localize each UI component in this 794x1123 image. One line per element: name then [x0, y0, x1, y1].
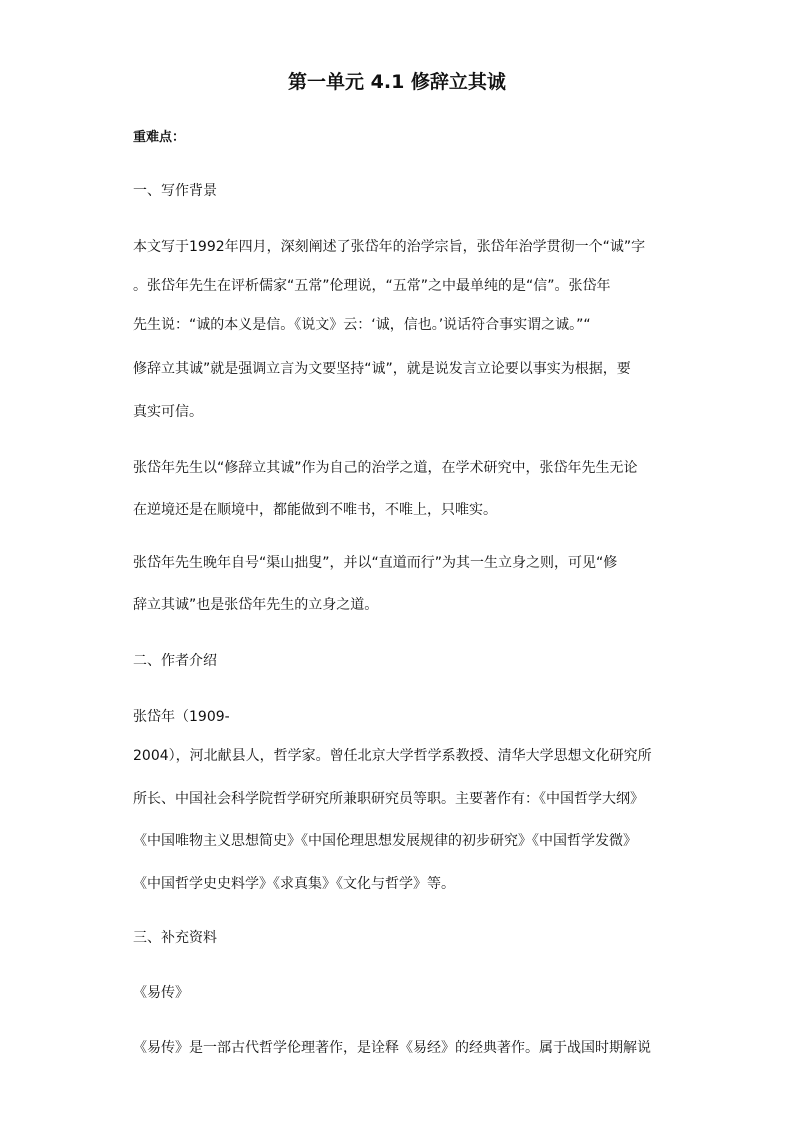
document-title: 第一单元 4.1 修辞立其诚 [288, 71, 506, 93]
section-heading-background: 一、写作背景 [133, 183, 217, 199]
paragraph-line: 先生说：“诚的本义是信。《说文》云：‘诚，信也。’说话符合事实谓之诚。”“ [133, 317, 591, 333]
paragraph-line: 辞立其诚”也是张岱年先生的立身之道。 [133, 597, 379, 613]
paragraph-line: 真实可信。 [133, 404, 203, 420]
paragraph-line: 《易传》是一部古代哲学伦理著作，是诠释《易经》的经典著作。属于战国时期解说 [133, 1040, 651, 1056]
paragraph-line: 本文写于1992年四月，深刻阐述了张岱年的治学宗旨，张岱年治学贯彻一个“诚”字 [133, 239, 646, 255]
paragraph-line: 。张岱年先生在评析儒家“五常”伦理说，“五常”之中最单纯的是“信”。张岱年 [133, 278, 611, 294]
paragraph-line: 张岱年先生以“修辞立其诚”作为自己的治学之道，在学术研究中，张岱年先生无论 [133, 460, 638, 476]
paragraph-line: 修辞立其诚”就是强调立言为文要坚持“诚”，就是说发言立论要以事实为根据，要 [133, 361, 631, 377]
paragraph-line: 2004），河北献县人，哲学家。曾任北京大学哲学系教授、清华大学思想文化研究所 [133, 748, 652, 764]
key-points-label: 重难点： [133, 130, 186, 145]
paragraph-line: 张岱年先生晚年自号“渠山拙叟”，并以“直道而行”为其一生立身之则，可见“修 [133, 555, 618, 571]
paragraph-line: 在逆境还是在顺境中，都能做到不唯书，不唯上，只唯实。 [133, 502, 497, 518]
paragraph-line: 《中国哲学史史料学》《求真集》《文化与哲学》等。 [133, 876, 455, 892]
author-name-line: 张岱年（1909- [133, 709, 230, 725]
section-heading-author: 二、作者介绍 [133, 653, 217, 669]
section-heading-supplement: 三、补充资料 [133, 930, 217, 946]
paragraph-line: 所长、中国社会科学院哲学研究所兼职研究员等职。主要著作有：《中国哲学大纲》 [133, 791, 644, 807]
paragraph-line: 《中国唯物主义思想简史》《中国伦理思想发展规律的初步研究》《中国哲学发微》 [133, 833, 637, 849]
supplement-subheading: 《易传》 [133, 985, 189, 1001]
